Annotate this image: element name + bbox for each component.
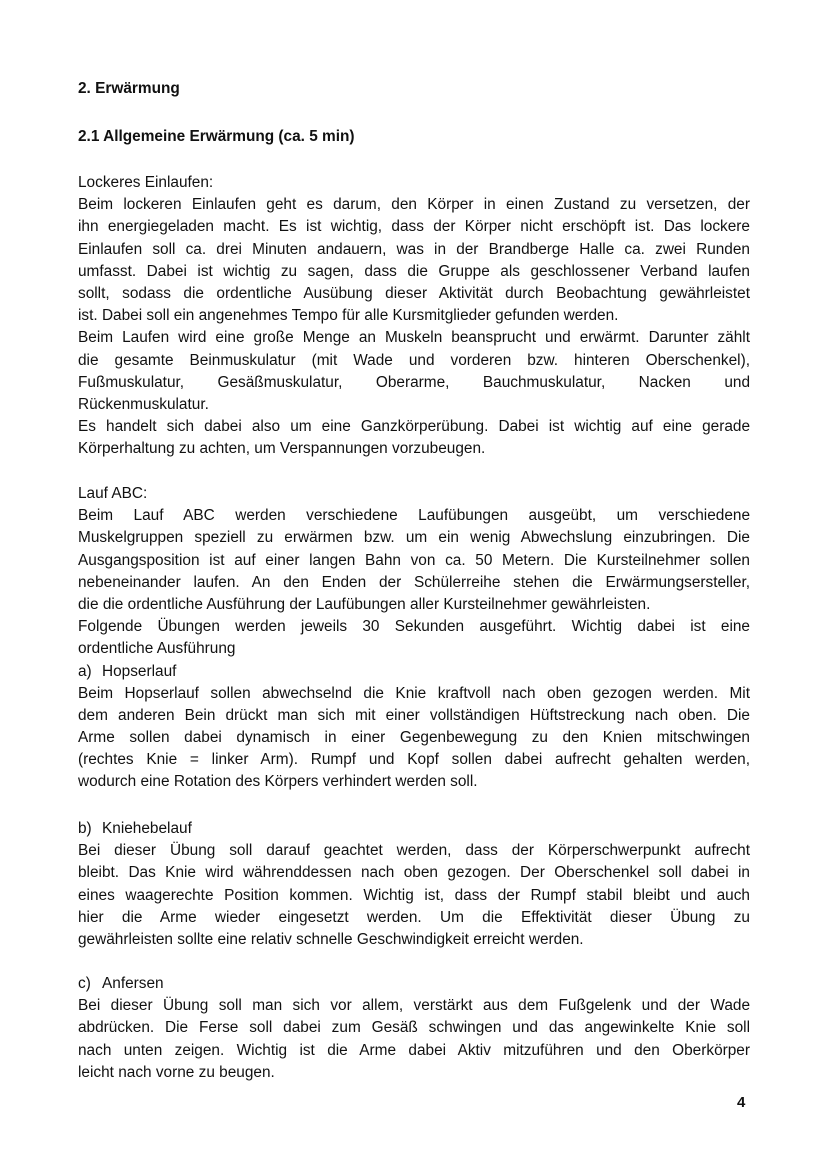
lauf-abc-label: Lauf ABC: bbox=[78, 485, 148, 502]
section-heading: 2. Erwärmung bbox=[78, 80, 180, 97]
paragraph-line: Rückenmuskulatur. bbox=[78, 395, 209, 413]
einlaufen-label: Lockeres Einlaufen: bbox=[78, 174, 214, 191]
paragraph-line: Folgende Übungen werden jeweils 30 Sekunden ausgeführt. Wichtig dabei ist eine bbox=[78, 618, 750, 636]
paragraph-line: wodurch eine Rotation des Körpers verhindert werden soll. bbox=[78, 773, 478, 791]
page-number: 4 bbox=[737, 1094, 746, 1111]
paragraph-line: Es handelt sich dabei also um eine Ganzkörperübung. Dabei ist wichtig auf eine gerade bbox=[78, 418, 750, 436]
list-marker: c) bbox=[78, 975, 91, 992]
paragraph-line: Einlaufen soll ca. drei Minuten andauern, was in der Brandberge Halle ca. zwei Runden bbox=[78, 240, 750, 258]
paragraph-line: die gesamte Beinmuskulatur (mit Wade und vorderen bzw. hinteren Oberschenkel), bbox=[78, 351, 750, 369]
paragraph-line: bleibt. Das Knie wird währenddessen nach oben gezogen. Der Oberschenkel soll dabei in bbox=[78, 864, 750, 882]
document-page bbox=[78, 78, 750, 1081]
paragraph-line: Fußmuskulatur, Gesäßmuskulatur, Oberarme, Bauchmuskulatur, Nacken und bbox=[78, 373, 750, 391]
paragraph-line: dem anderen Bein drückt man sich mit einer vollständigen Hüftstreckung nach oben. Die bbox=[78, 706, 750, 724]
paragraph-line: ihn energiegeladen macht. Es ist wichtig, dass der Körper nicht erschöpft ist. Das lockere bbox=[78, 218, 750, 236]
subsection-heading: 2.1 Allgemeine Erwärmung (ca. 5 min) bbox=[78, 128, 355, 145]
paragraph-line: die die ordentliche Ausführung der Laufübungen aller Kursteilnehmer gewährleisten. bbox=[78, 595, 651, 613]
paragraph-line: eines waagerechte Position kommen. Wichtig ist, dass der Rumpf stabil bleibt und auch bbox=[78, 886, 750, 904]
paragraph-line: abdrücken. Die Ferse soll dabei zum Gesäß schwingen und das angewinkelte Knie soll bbox=[78, 1019, 750, 1037]
exercise-heading-c bbox=[78, 973, 750, 995]
paragraph-line: umfasst. Dabei ist wichtig zu sagen, dass die Gruppe als geschlossener Verband laufen bbox=[78, 262, 750, 280]
exercise-heading-a bbox=[78, 661, 750, 683]
paragraph-line: Arme sollen dabei dynamisch in einer Gegenbewegung zu den Knien mitschwingen bbox=[78, 729, 750, 747]
exercise-c-section bbox=[78, 973, 750, 1084]
exercise-name: Hopserlauf bbox=[102, 662, 177, 680]
paragraph-line: Beim Hopserlauf sollen abwechselnd die Knie kraftvoll nach oben gezogen werden. Mit bbox=[78, 684, 750, 702]
paragraph-line: ist. Dabei soll ein angenehmes Tempo für alle Kursmitglieder gefunden werden. bbox=[78, 307, 619, 325]
exercise-name: Kniehebelauf bbox=[102, 820, 192, 837]
paragraph-line: Bei dieser Übung soll darauf geachtet werden, dass der Körperschwerpunkt aufrecht bbox=[78, 842, 750, 860]
paragraph-line: sollt, sodass die ordentliche Ausübung dieser Aktivität durch Beobachtung gewährleistet bbox=[78, 284, 750, 302]
paragraph-line: gewährleisten sollte eine relativ schnelle Geschwindigkeit erreicht werden. bbox=[78, 930, 584, 948]
paragraph-line: Muskelgruppen speziell zu erwärmen bzw. um ein wenig Abwechslung einzubringen. Die bbox=[78, 529, 750, 547]
paragraph-line: (rechtes Knie = linker Arm). Rumpf und Kopf sollen dabei aufrecht gehalten werden, bbox=[78, 751, 750, 769]
paragraph-line: Körperhaltung zu achten, um Verspannungen vorzubeugen. bbox=[78, 440, 486, 458]
list-marker: b) bbox=[78, 820, 92, 837]
exercise-name: Anfersen bbox=[102, 975, 164, 992]
paragraph-line: ordentliche Ausführung bbox=[78, 640, 236, 658]
lauf-abc-section bbox=[78, 483, 750, 794]
exercise-b-section bbox=[78, 818, 750, 951]
paragraph-line: Ausgangsposition ist auf einer langen Bahn von ca. 50 Metern. Die Kursteilnehmer sollen bbox=[78, 551, 750, 569]
paragraph-line: Beim Lauf ABC werden verschiedene Laufübungen ausgeübt, um verschiedene bbox=[78, 507, 750, 525]
paragraph-line: hier die Arme wieder eingesetzt werden. Um die Effektivität dieser Übung zu bbox=[78, 908, 750, 926]
paragraph-line: nach unten zeigen. Wichtig ist die Arme dabei Aktiv mitzuführen und den Oberkörper bbox=[78, 1041, 750, 1059]
paragraph-line: Beim Laufen wird eine große Menge an Muskeln beansprucht und erwärmt. Darunter zählt bbox=[78, 329, 750, 347]
paragraph-line: Beim lockeren Einlaufen geht es darum, den Körper in einen Zustand zu versetzen, der bbox=[78, 196, 750, 214]
paragraph-line: nebeneinander laufen. An den Enden der Schülerreihe stehen die Erwärmungsersteller, bbox=[78, 573, 750, 591]
exercise-heading-b bbox=[78, 818, 750, 840]
list-marker: a) bbox=[78, 662, 92, 680]
paragraph-line: leicht nach vorne zu beugen. bbox=[78, 1063, 275, 1081]
paragraph-line: Bei dieser Übung soll man sich vor allem, verstärkt aus dem Fußgelenk und der Wade bbox=[78, 997, 750, 1015]
einlaufen-section bbox=[78, 172, 750, 460]
